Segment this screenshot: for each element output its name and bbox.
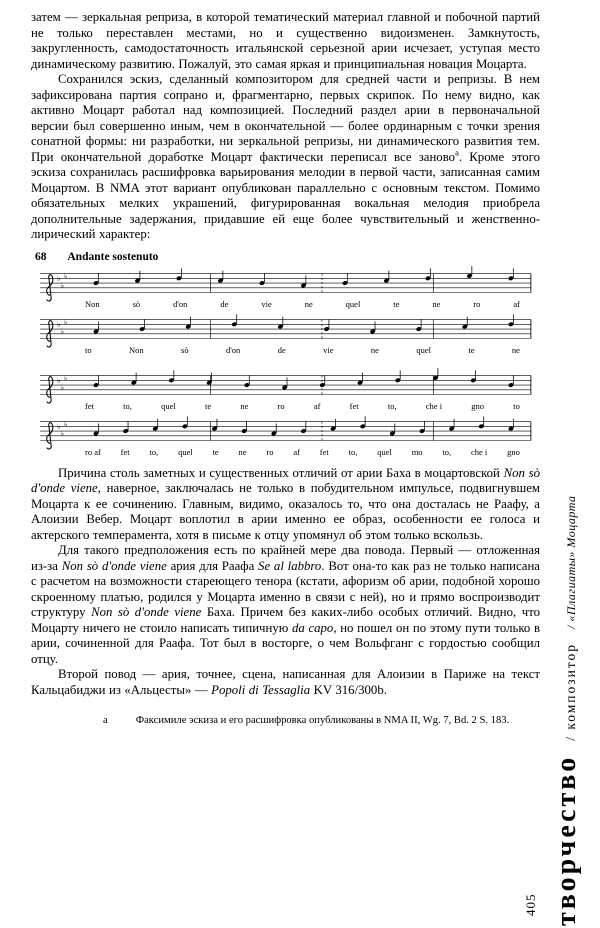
music-staves: [33, 266, 540, 457]
lyric-syllable: sò: [181, 344, 189, 355]
margin-title-strip: [551, 495, 583, 926]
paragraph: Причина столь заметных и существенных отличий от арии Баха в моцартовской Non sò d'onde viene, наверное, заключалась не только в побудительном импульсе, подвигнувшем Моцарта к ее сочинению. Главным, видимо, оказалось то, что она досталась не Раафу, а Алоизии Вебер. Моцарт воплотил в арии именно ее образ, особенности ее голоса и актерского темперамента, хотя в письме к отцу упомянул об этом только вскользь.: [31, 465, 540, 542]
lyrics-line: [33, 447, 538, 457]
music-staff: [33, 414, 538, 457]
lyric-syllable: te: [393, 298, 400, 309]
svg-text:♭: ♭: [57, 375, 61, 385]
paragraph: Для такого предположения есть по крайней мере два повода. Первый — отложенная из-за Non sò d'onde viene ария для Раафа Se al labbro. Вот она-то как раз не только написана с расчетом на возможности стареющего тенора (кстати, афоризм об арии, подобной хорошо скроенному платью, родился у Моцарта именно в связи с ней), но и прямо воспроизводит структуру Non sò d'onde viene Баха. Причем без каких-либо особых отличий. Видно, что Моцарту ничего не стоило написать типичную da capo, но пошел он по этому пути только в арии, сочиненной для Раафа. Тот был в восторге, о чем Вольфганг с гордостью сообщил отцу.: [31, 543, 541, 666]
lyric-syllable: af: [313, 400, 321, 411]
svg-text:♭: ♭: [63, 316, 68, 326]
lyrics-line: [33, 401, 538, 411]
svg-text:♭: ♭: [63, 372, 68, 382]
svg-text:♭: ♭: [57, 273, 61, 283]
lyric-syllable: fet: [85, 400, 94, 411]
lyric-syllable: to,: [123, 400, 132, 411]
lyric-syllable: vie: [323, 344, 334, 355]
footnote-text: Факсимиле эскиза и его расшифровка опубликованы в NMA II, Wg. 7, Bd. 2 S. 183.: [135, 715, 510, 726]
music-staff: [33, 368, 538, 411]
lyric-syllable: to,: [149, 446, 159, 457]
lyric-syllable: Non: [85, 298, 100, 309]
lyrics-line: [33, 345, 538, 355]
lyric-syllable: ro: [266, 446, 274, 457]
paragraph: Второй повод — ария, точнее, сцена, написанная для Алоизии в Париже на текст Кальцабиджи из «Альцесты» — Popoli di Tessaglia KV 316/300b.: [31, 667, 540, 697]
lyric-syllable: fet: [120, 446, 130, 457]
svg-text:♭: ♭: [57, 319, 61, 329]
lyric-syllable: che i: [425, 400, 443, 411]
lyric-syllable: d'on: [226, 344, 241, 355]
lyric-syllable: te: [212, 446, 219, 457]
lyric-syllable: quel: [345, 298, 361, 309]
lyric-syllable: quel: [416, 344, 431, 355]
svg-text:♭: ♭: [63, 418, 68, 428]
staff-notation: [33, 368, 538, 404]
lyric-syllable: gno: [471, 400, 485, 411]
paragraph: затем — зеркальная реприза, в которой тематический материал главной и побочной партий не только переставлен местами, но и существенно видоизменен. Замкнутость, закругленность, самодостаточность итальянской серьезной арии исчезает, уступая место динамическому развитию. Пожалуй, это самая яркая и принципиальная новация Моцарта.: [31, 10, 540, 71]
lyric-syllable: to: [513, 400, 520, 411]
lyric-syllable: ro: [473, 298, 481, 309]
music-staff: [33, 266, 538, 309]
staff-notation: [33, 312, 538, 348]
lyric-syllable: ro: [277, 400, 285, 411]
lyric-syllable: te: [204, 400, 212, 411]
margin-section-title: творчество: [551, 754, 582, 926]
page-number: 405: [523, 893, 538, 916]
lyric-syllable: gno: [507, 446, 520, 457]
lyric-syllable: ne: [511, 344, 520, 355]
svg-text:♭: ♭: [60, 326, 65, 336]
svg-text:♭: ♭: [60, 428, 65, 438]
lyric-syllable: to,: [442, 446, 452, 457]
music-example-header: [35, 251, 540, 263]
staff-notation: [33, 414, 538, 450]
body-text-top: [31, 10, 540, 243]
lyric-syllable: Non: [129, 344, 144, 355]
margin-chapter-title: / «Плагиаты» Моцарта: [564, 495, 578, 629]
footnote: [31, 714, 540, 727]
music-example: [33, 251, 540, 457]
lyric-syllable: ne: [240, 400, 249, 411]
lyric-syllable: fet: [349, 400, 359, 411]
lyric-syllable: ne: [370, 344, 379, 355]
lyric-syllable: mo: [411, 446, 423, 457]
svg-text:♭: ♭: [63, 270, 68, 280]
lyric-syllable: to,: [387, 400, 397, 411]
lyric-syllable: ne: [304, 298, 313, 309]
lyrics-line: [33, 299, 538, 309]
lyric-syllable: de: [277, 344, 286, 355]
svg-text:♭: ♭: [57, 421, 61, 431]
music-example-number: 68: [35, 250, 47, 263]
footnote-marker: а: [103, 715, 108, 726]
music-staff: [33, 312, 538, 355]
lyric-syllable: ne: [238, 446, 247, 457]
lyric-syllable: to,: [348, 446, 358, 457]
svg-text:♭: ♭: [60, 280, 65, 290]
lyric-syllable: vie: [261, 298, 272, 309]
body-text-bottom: [31, 466, 540, 699]
lyric-syllable: d'on: [173, 298, 188, 309]
lyric-syllable: ne: [432, 298, 441, 309]
lyric-syllable: fet: [319, 446, 329, 457]
lyric-syllable: ro af: [85, 446, 101, 457]
lyric-syllable: quel: [178, 446, 193, 457]
lyric-syllable: af: [293, 446, 300, 457]
text-column: [31, 10, 540, 727]
lyric-syllable: te: [468, 344, 475, 355]
staff-notation: [33, 266, 538, 302]
lyric-syllable: to: [85, 344, 92, 355]
margin-role-title: / композитор: [563, 642, 578, 741]
lyric-syllable: quel: [161, 400, 176, 411]
tempo-marking: Andante sostenuto: [67, 250, 159, 263]
lyric-syllable: che i: [471, 446, 488, 457]
lyric-syllable: de: [220, 298, 229, 309]
lyric-syllable: af: [513, 298, 520, 309]
lyric-syllable: quel: [377, 446, 392, 457]
lyric-syllable: sò: [132, 298, 141, 309]
paragraph: Сохранился эскиз, сделанный композитором для средней части и репризы. В нем зафиксирована партия сопрано и, фрагментарно, первых скрипок. По нему видно, как активно Моцарт работал над композицией. Последний раздел арии в первоначальной версии был совершенно иным, чем в окончательной — более ординарным с точки зрения сонатной формы: ни разработки, ни зеркальной репризы, ни динамического развития тем. При окончательной доработке Моцарт фактически переписал все заново$^а$. Кроме этого эскиза сохранилась расшифровка варьирования мелодии в первой части, записанная самим Моцартом. В NMA этот вариант опубликован параллельно с основным текстом. Помимо обязательных мелких украшений, фигурированная вокальная мелодия приобрела дополнительные задержания, придавшие ей еще более чувствительный и женственно-лирический характер:: [31, 72, 540, 241]
svg-text:♭: ♭: [60, 382, 65, 392]
